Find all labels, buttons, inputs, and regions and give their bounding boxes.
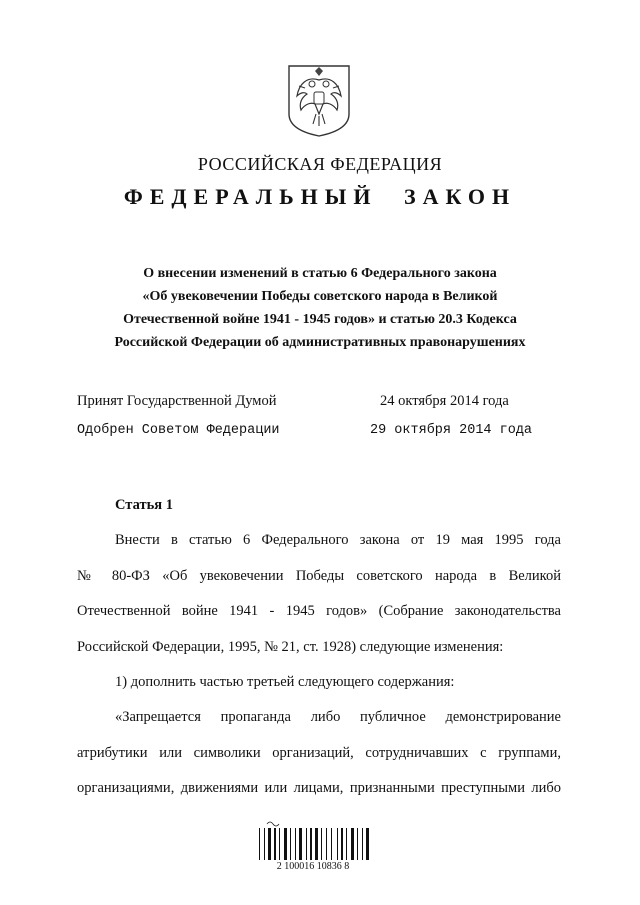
quote-line: атрибутики или символики организаций, сотрудничавших с группами, xyxy=(77,744,561,761)
subject-line: Российской Федерации об административных правонарушениях xyxy=(114,335,526,350)
barcode-bar xyxy=(290,828,291,860)
paragraph-line: Внести в статью 6 Федерального закона от 19 мая 1995 года xyxy=(115,532,561,548)
duma-adoption-date: 24 октября 2014 года xyxy=(380,393,509,409)
item-line: 1) дополнить частью третьей следующего содержания: xyxy=(115,674,455,690)
barcode-bar xyxy=(351,828,354,860)
barcode-bar xyxy=(362,828,363,860)
subject-line: «Об увековечении Победы советского народа в Великой xyxy=(142,289,498,304)
amendment-item xyxy=(77,665,561,701)
barcode-bar xyxy=(279,828,280,860)
barcode-bar xyxy=(274,828,276,860)
paragraph-line: Российской Федерации, 1995, № 21, ст. 1928) следующие изменения: xyxy=(77,638,504,655)
council-approval-label: Одобрен Советом Федерации xyxy=(77,423,280,438)
barcode-bar xyxy=(259,828,260,860)
paragraph-line: № 80-ФЗ «Об увековечении Победы советского народа в Великой xyxy=(77,567,561,584)
barcode-number: 2 100016 10836 8 xyxy=(276,861,350,872)
barcode-bar xyxy=(331,828,332,860)
subject-line: О внесении изменений в статью 6 Федерального закона xyxy=(143,266,497,281)
quote-line: организациями, движениями или лицами, признанными преступными либо xyxy=(77,780,561,796)
coat-of-arms-emblem xyxy=(285,62,353,138)
barcode-bar xyxy=(315,828,318,860)
document-type-title: ФЕДЕРАЛЬНЫЙ ЗАКОН xyxy=(123,184,517,209)
barcode-bar xyxy=(337,828,338,860)
barcode-bar xyxy=(295,828,296,860)
barcode-bar xyxy=(341,828,343,860)
quote-line: «Запрещается пропаганда либо публичное демонстрирование xyxy=(115,709,561,725)
barcode-bar xyxy=(357,828,358,860)
barcode-bar xyxy=(299,828,302,860)
barcode-bars xyxy=(259,828,369,860)
subject-line: Отечественной войне 1941 - 1945 годов» и статью 20.3 Кодекса xyxy=(123,312,517,327)
barcode-bar xyxy=(366,828,369,860)
law-subject-title xyxy=(0,262,640,354)
barcode-bar xyxy=(268,828,271,860)
barcode-bar xyxy=(264,828,265,860)
barcode-bar xyxy=(326,828,327,860)
barcode-bar xyxy=(306,828,307,860)
country-name: РОССИЙСКАЯ ФЕДЕРАЦИЯ xyxy=(197,154,443,174)
paragraph-line: Отечественной войне 1941 - 1945 годов» (Собрание законодательства xyxy=(77,603,561,619)
barcode-bar xyxy=(284,828,287,860)
duma-adoption-label: Принят Государственной Думой xyxy=(77,393,277,409)
quoted-text xyxy=(77,700,561,807)
document-barcode xyxy=(253,818,373,898)
barcode-bar xyxy=(346,828,347,860)
barcode-mark-icon xyxy=(267,822,279,826)
article-paragraph xyxy=(77,523,561,665)
article-heading: Статья 1 xyxy=(115,497,173,513)
council-approval-date: 29 октября 2014 года xyxy=(370,423,533,438)
barcode-bar xyxy=(310,828,312,860)
barcode-bar xyxy=(321,828,322,860)
